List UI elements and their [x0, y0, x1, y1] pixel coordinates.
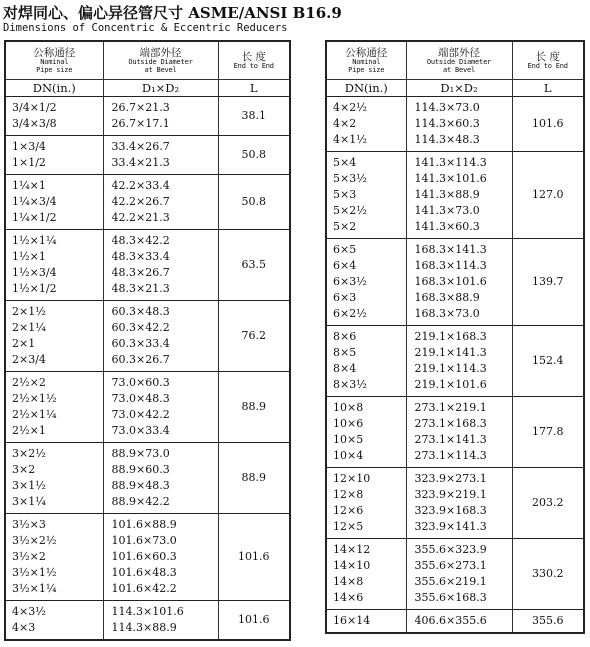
outside-diameter: 114.3×101.6	[111, 604, 184, 618]
symbol-od: D₁×D₂	[103, 79, 218, 96]
table-row	[326, 238, 584, 325]
nominal-size-cell	[5, 96, 103, 135]
end-to-end-length: 88.9	[218, 442, 290, 513]
nominal-size: 10×6	[333, 416, 364, 430]
nominal-size-cell	[5, 513, 103, 600]
outside-diameter: 355.6×168.3	[414, 590, 487, 604]
nominal-size: 12×10	[333, 471, 371, 485]
header-nominal: 公称通径 Nominal Pipe size	[5, 41, 103, 79]
symbol-dn: DN(in.)	[326, 79, 406, 96]
symbol-dn: DN(in.)	[5, 79, 103, 96]
end-to-end-length: 50.8	[218, 174, 290, 229]
nominal-size: 4×2	[333, 116, 357, 130]
nominal-size: 1½×1¼	[12, 233, 57, 247]
nominal-size-cell	[326, 238, 406, 325]
nominal-size: 1½×3/4	[12, 265, 57, 279]
outside-diameter-cell	[406, 96, 512, 151]
nominal-size: 16×14	[333, 613, 371, 627]
outside-diameter-cell	[103, 513, 218, 600]
nominal-size: 14×12	[333, 542, 371, 556]
outside-diameter: 60.3×42.2	[111, 320, 170, 334]
end-to-end-length: 330.2	[512, 538, 584, 609]
nominal-size: 5×3½	[333, 171, 367, 185]
outside-diameter: 88.9×73.0	[111, 446, 170, 460]
outside-diameter: 219.1×141.3	[414, 345, 487, 359]
nominal-size: 4×3	[12, 620, 36, 634]
end-to-end-length: 101.6	[218, 513, 290, 600]
symbol-length: L	[218, 79, 290, 96]
nominal-size: 12×5	[333, 519, 364, 533]
outside-diameter: 168.3×88.9	[414, 290, 480, 304]
outside-diameter: 101.6×73.0	[111, 533, 177, 547]
nominal-size-cell	[326, 538, 406, 609]
outside-diameter: 73.0×42.2	[111, 407, 170, 421]
header-outside-diameter: 端部外径 Outside Diameter at Bevel	[103, 41, 218, 79]
outside-diameter-cell	[103, 135, 218, 174]
nominal-size-cell	[326, 151, 406, 238]
reducer-table-right	[325, 40, 585, 634]
table-row	[326, 396, 584, 467]
outside-diameter: 219.1×101.6	[414, 377, 487, 391]
outside-diameter: 273.1×168.3	[414, 416, 487, 430]
outside-diameter: 273.1×219.1	[414, 400, 487, 414]
outside-diameter-cell	[103, 600, 218, 640]
nominal-size: 10×8	[333, 400, 364, 414]
table-row	[5, 229, 290, 300]
nominal-size: 4×1½	[333, 132, 367, 146]
nominal-size: 3/4×3/8	[12, 116, 57, 130]
outside-diameter: 60.3×48.3	[111, 304, 170, 318]
outside-diameter: 101.6×60.3	[111, 549, 177, 563]
outside-diameter: 273.1×141.3	[414, 432, 487, 446]
nominal-size: 2½×2	[12, 375, 46, 389]
end-to-end-length: 50.8	[218, 135, 290, 174]
table-row	[5, 135, 290, 174]
outside-diameter: 48.3×26.7	[111, 265, 170, 279]
nominal-size: 14×10	[333, 558, 371, 572]
outside-diameter: 141.3×73.0	[414, 203, 480, 217]
outside-diameter: 42.2×21.3	[111, 210, 170, 224]
table-body-right	[326, 96, 584, 633]
outside-diameter: 26.7×17.1	[111, 116, 170, 130]
end-to-end-length: 355.6	[512, 609, 584, 633]
outside-diameter: 48.3×42.2	[111, 233, 170, 247]
nominal-size: 3½×1¼	[12, 581, 57, 595]
outside-diameter: 42.2×33.4	[111, 178, 170, 192]
table-row	[5, 442, 290, 513]
nominal-size: 1½×1	[12, 249, 46, 263]
table-row	[5, 513, 290, 600]
outside-diameter: 88.9×60.3	[111, 462, 170, 476]
outside-diameter: 168.3×114.3	[414, 258, 487, 272]
nominal-size-cell	[326, 96, 406, 151]
nominal-size-cell	[5, 300, 103, 371]
outside-diameter-cell	[406, 325, 512, 396]
end-to-end-length: 101.6	[512, 96, 584, 151]
nominal-size: 8×3½	[333, 377, 367, 391]
outside-diameter-cell	[406, 238, 512, 325]
outside-diameter-cell	[406, 151, 512, 238]
outside-diameter-cell	[406, 538, 512, 609]
header-nominal: 公称通径 Nominal Pipe size	[326, 41, 406, 79]
header-outside-diameter: 端部外径 Outside Diameter at Bevel	[406, 41, 512, 79]
outside-diameter: 141.3×60.3	[414, 219, 480, 233]
end-to-end-length: 88.9	[218, 371, 290, 442]
nominal-size: 3×1½	[12, 478, 46, 492]
outside-diameter: 88.9×48.3	[111, 478, 170, 492]
nominal-size: 3½×3	[12, 517, 46, 531]
outside-diameter: 323.9×273.1	[414, 471, 487, 485]
end-to-end-length: 76.2	[218, 300, 290, 371]
outside-diameter-cell	[103, 442, 218, 513]
header-length: 长 度 End to End	[512, 41, 584, 79]
outside-diameter: 273.1×114.3	[414, 448, 487, 462]
table-row	[326, 467, 584, 538]
table-row	[5, 371, 290, 442]
table-row	[326, 609, 584, 633]
nominal-size: 2½×1	[12, 423, 46, 437]
page-title: 对焊同心、偏心异径管尺寸 ASME/ANSI B16.9	[3, 4, 342, 22]
nominal-size: 12×8	[333, 487, 364, 501]
end-to-end-length: 101.6	[218, 600, 290, 640]
outside-diameter: 73.0×60.3	[111, 375, 170, 389]
symbol-length: L	[512, 79, 584, 96]
outside-diameter: 26.7×21.3	[111, 100, 170, 114]
table-row	[5, 600, 290, 640]
nominal-size-cell	[326, 609, 406, 633]
outside-diameter: 168.3×141.3	[414, 242, 487, 256]
nominal-size: 5×3	[333, 187, 357, 201]
outside-diameter: 114.3×88.9	[111, 620, 177, 634]
outside-diameter-cell	[103, 300, 218, 371]
outside-diameter: 73.0×33.4	[111, 423, 170, 437]
nominal-size: 4×2½	[333, 100, 367, 114]
end-to-end-length: 38.1	[218, 96, 290, 135]
nominal-size: 1×1/2	[12, 155, 46, 169]
nominal-size: 3½×2½	[12, 533, 57, 547]
outside-diameter: 323.9×219.1	[414, 487, 487, 501]
nominal-size: 1¼×1/2	[12, 210, 57, 224]
nominal-size: 5×4	[333, 155, 357, 169]
outside-diameter: 323.9×141.3	[414, 519, 487, 533]
outside-diameter: 168.3×101.6	[414, 274, 487, 288]
nominal-size: 10×4	[333, 448, 364, 462]
outside-diameter: 60.3×26.7	[111, 352, 170, 366]
outside-diameter-cell	[103, 371, 218, 442]
outside-diameter: 168.3×73.0	[414, 306, 480, 320]
outside-diameter: 60.3×33.4	[111, 336, 170, 350]
nominal-size: 12×6	[333, 503, 364, 517]
nominal-size: 6×3½	[333, 274, 367, 288]
outside-diameter: 406.6×355.6	[414, 613, 487, 627]
table-row	[326, 325, 584, 396]
nominal-size: 8×4	[333, 361, 357, 375]
outside-diameter-cell	[103, 174, 218, 229]
end-to-end-length: 127.0	[512, 151, 584, 238]
symbol-od: D₁×D₂	[406, 79, 512, 96]
table-body-left	[5, 96, 290, 640]
outside-diameter: 101.6×48.3	[111, 565, 177, 579]
nominal-size: 5×2	[333, 219, 357, 233]
nominal-size-cell	[326, 467, 406, 538]
nominal-size-cell	[326, 396, 406, 467]
nominal-size-cell	[5, 371, 103, 442]
nominal-size: 8×5	[333, 345, 357, 359]
nominal-size: 4×3½	[12, 604, 46, 618]
nominal-size: 5×2½	[333, 203, 367, 217]
nominal-size: 1½×1/2	[12, 281, 57, 295]
table-row	[5, 174, 290, 229]
page-subtitle: Dimensions of Concentric & Eccentric Reducers	[3, 22, 288, 34]
outside-diameter-cell	[103, 229, 218, 300]
outside-diameter: 141.3×114.3	[414, 155, 487, 169]
nominal-size: 1¼×1	[12, 178, 46, 192]
table-row	[5, 96, 290, 135]
nominal-size: 14×6	[333, 590, 364, 604]
end-to-end-length: 139.7	[512, 238, 584, 325]
outside-diameter: 88.9×42.2	[111, 494, 170, 508]
nominal-size: 3×2½	[12, 446, 46, 460]
nominal-size-cell	[5, 135, 103, 174]
nominal-size-cell	[5, 600, 103, 640]
outside-diameter: 141.3×88.9	[414, 187, 480, 201]
nominal-size: 2×1	[12, 336, 36, 350]
table-row	[326, 96, 584, 151]
nominal-size: 1×3/4	[12, 139, 46, 153]
outside-diameter: 355.6×323.9	[414, 542, 487, 556]
outside-diameter: 101.6×88.9	[111, 517, 177, 531]
outside-diameter: 101.6×42.2	[111, 581, 177, 595]
end-to-end-length: 177.8	[512, 396, 584, 467]
nominal-size: 6×2½	[333, 306, 367, 320]
nominal-size: 2×1½	[12, 304, 46, 318]
nominal-size: 6×5	[333, 242, 357, 256]
outside-diameter-cell	[406, 467, 512, 538]
nominal-size: 2×3/4	[12, 352, 46, 366]
nominal-size: 10×5	[333, 432, 364, 446]
nominal-size: 3×1¼	[12, 494, 46, 508]
end-to-end-length: 203.2	[512, 467, 584, 538]
nominal-size-cell	[326, 325, 406, 396]
nominal-size: 2½×1¼	[12, 407, 57, 421]
nominal-size: 3×2	[12, 462, 36, 476]
end-to-end-length: 152.4	[512, 325, 584, 396]
outside-diameter: 33.4×26.7	[111, 139, 170, 153]
nominal-size: 3/4×1/2	[12, 100, 57, 114]
nominal-size: 3½×1½	[12, 565, 57, 579]
nominal-size-cell	[5, 174, 103, 229]
outside-diameter: 114.3×60.3	[414, 116, 480, 130]
outside-diameter-cell	[406, 609, 512, 633]
outside-diameter: 141.3×101.6	[414, 171, 487, 185]
end-to-end-length: 63.5	[218, 229, 290, 300]
outside-diameter: 355.6×219.1	[414, 574, 487, 588]
outside-diameter: 48.3×33.4	[111, 249, 170, 263]
outside-diameter: 33.4×21.3	[111, 155, 170, 169]
nominal-size: 6×4	[333, 258, 357, 272]
outside-diameter: 355.6×273.1	[414, 558, 487, 572]
outside-diameter: 219.1×114.3	[414, 361, 487, 375]
table-row	[326, 538, 584, 609]
outside-diameter-cell	[103, 96, 218, 135]
nominal-size: 8×6	[333, 329, 357, 343]
nominal-size: 2½×1½	[12, 391, 57, 405]
outside-diameter-cell	[406, 396, 512, 467]
nominal-size: 2×1¼	[12, 320, 46, 334]
outside-diameter: 42.2×26.7	[111, 194, 170, 208]
nominal-size: 1¼×3/4	[12, 194, 57, 208]
header-length: 长 度 End to End	[218, 41, 290, 79]
outside-diameter: 114.3×48.3	[414, 132, 480, 146]
nominal-size-cell	[5, 442, 103, 513]
outside-diameter: 323.9×168.3	[414, 503, 487, 517]
outside-diameter: 114.3×73.0	[414, 100, 480, 114]
nominal-size: 14×8	[333, 574, 364, 588]
reducer-table-left	[4, 40, 291, 641]
nominal-size: 3½×2	[12, 549, 46, 563]
outside-diameter: 48.3×21.3	[111, 281, 170, 295]
table-row	[5, 300, 290, 371]
table-row	[326, 151, 584, 238]
outside-diameter: 73.0×48.3	[111, 391, 170, 405]
outside-diameter: 219.1×168.3	[414, 329, 487, 343]
nominal-size-cell	[5, 229, 103, 300]
nominal-size: 6×3	[333, 290, 357, 304]
